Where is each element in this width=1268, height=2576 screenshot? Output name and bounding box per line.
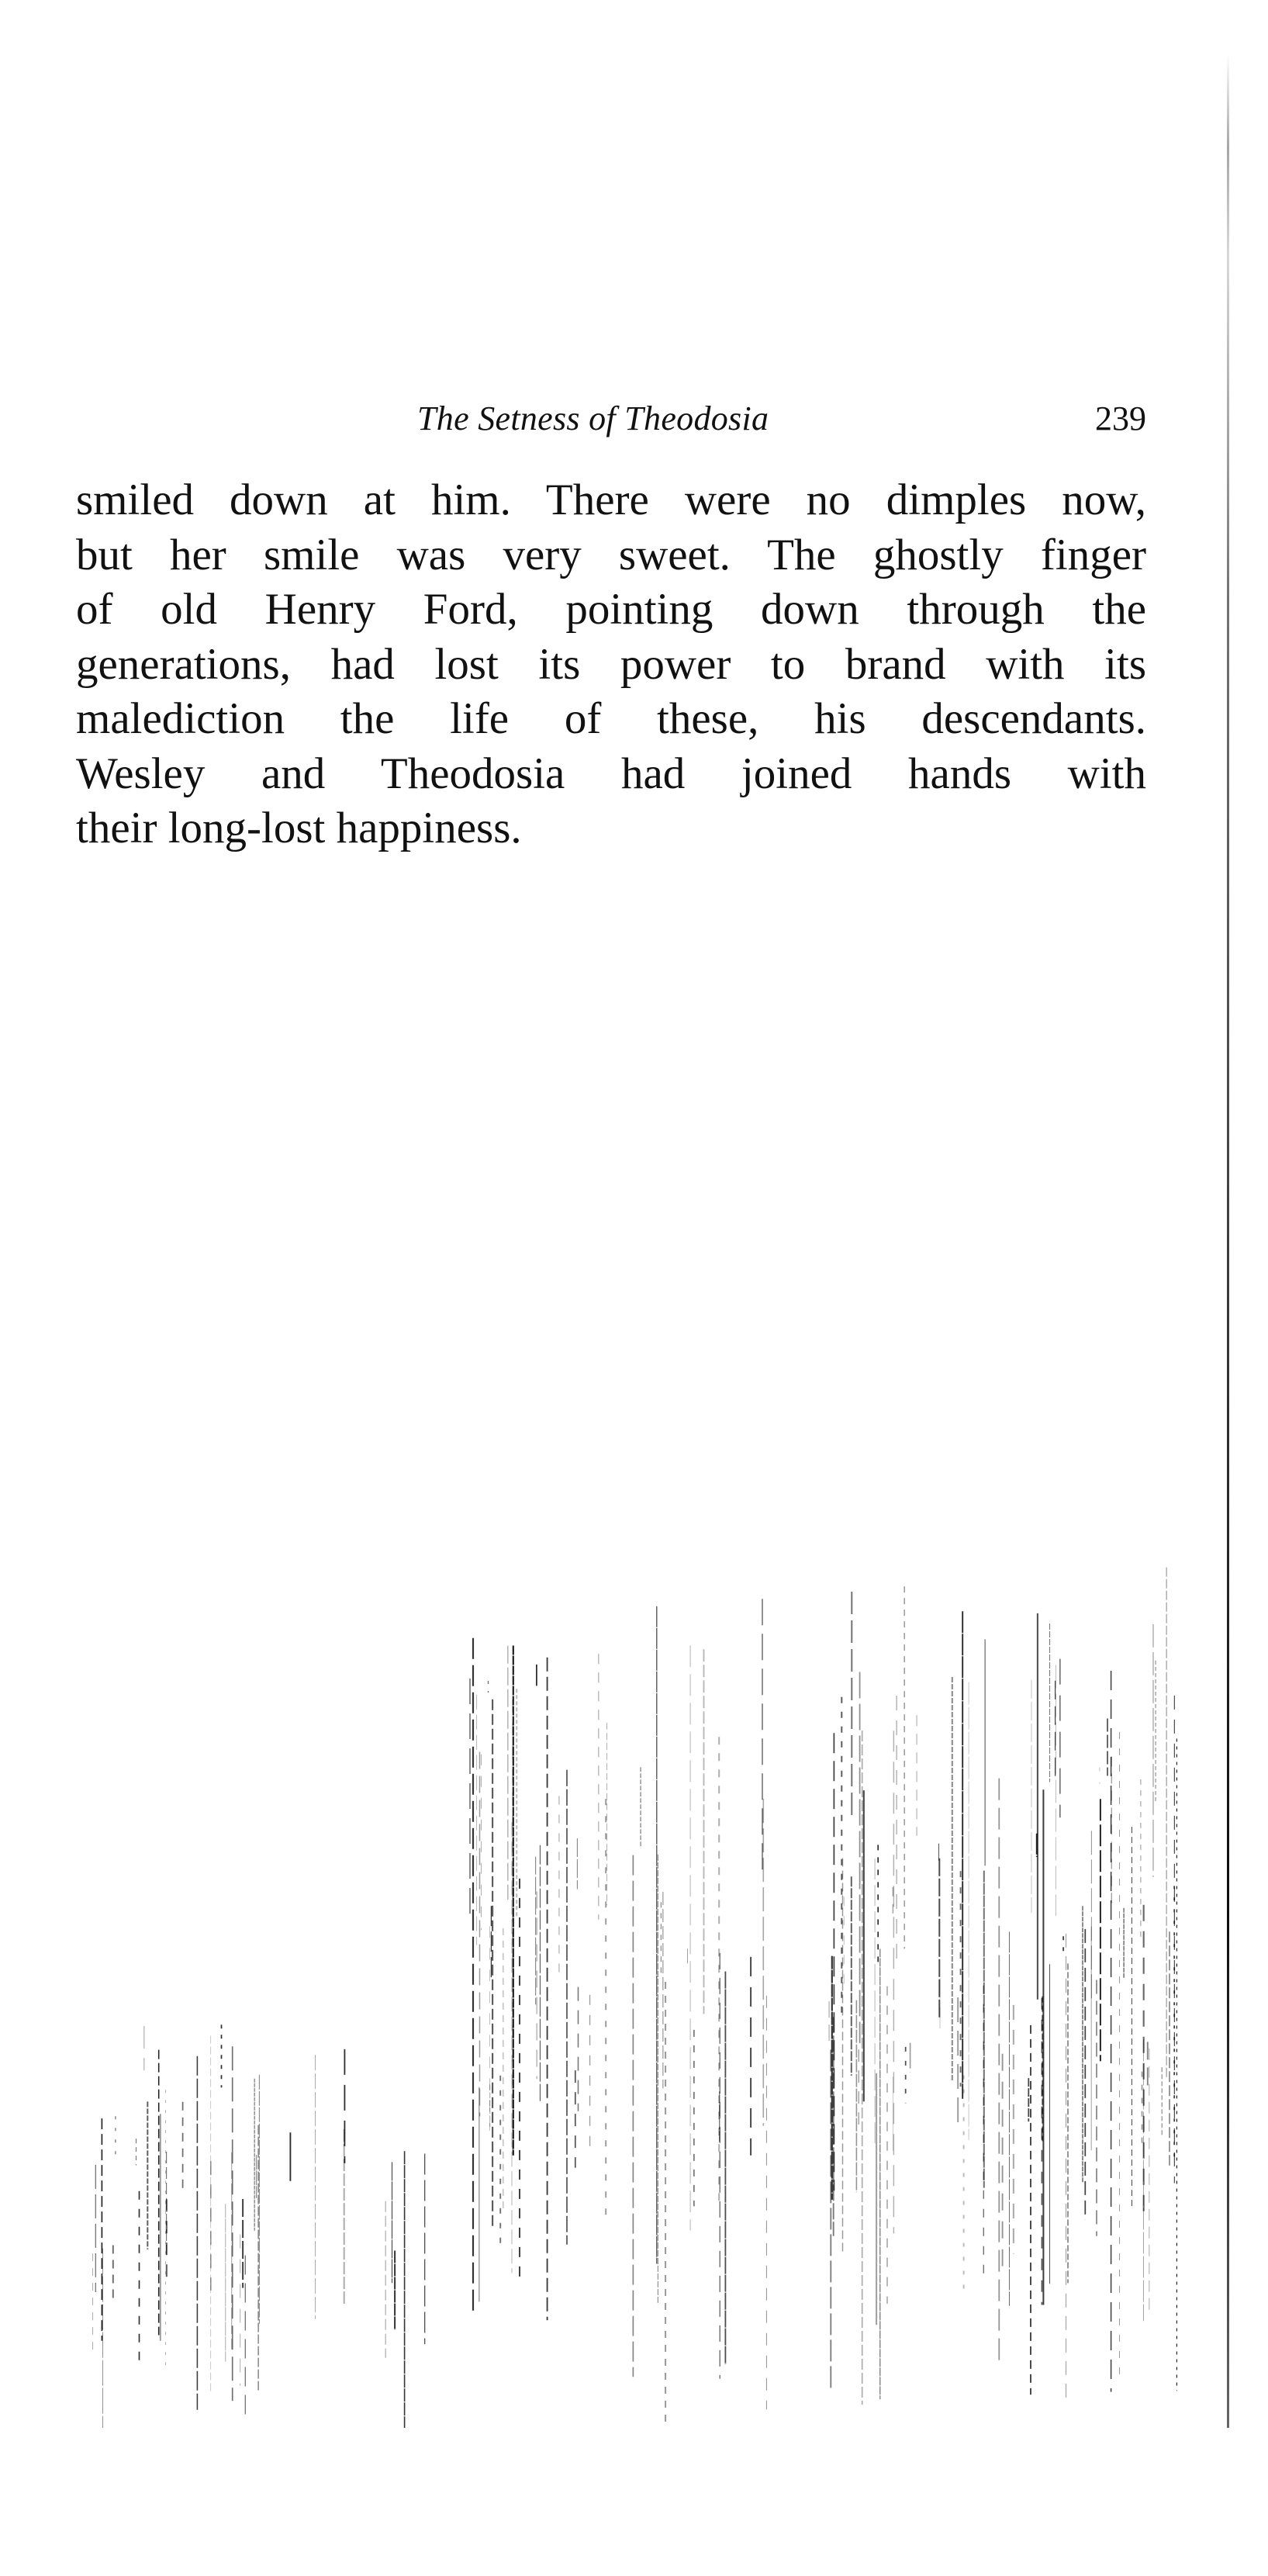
text-line: generations, had lost its power to brand with its [76,639,1146,689]
text-line: malediction the life of these, his descendants. [76,694,1146,743]
text-line: Wesley and Theodosia had joined hands with [76,749,1146,798]
running-title: The Setness of Theodosia [417,399,769,437]
show-through-noise [0,1536,1268,2451]
text-line: of old Henry Ford, pointing down through the [76,585,1146,634]
body-paragraph [76,473,1146,856]
page-number: 239 [1095,399,1146,437]
text-line: but her smile was very sweet. The ghostly finger [76,530,1146,579]
running-head [76,388,1146,450]
text-line: their long-lost happiness. [76,804,522,852]
text-line: smiled down at him. There were no dimples now, [76,475,1146,524]
show-through-noise-graphic [0,1536,1268,2451]
